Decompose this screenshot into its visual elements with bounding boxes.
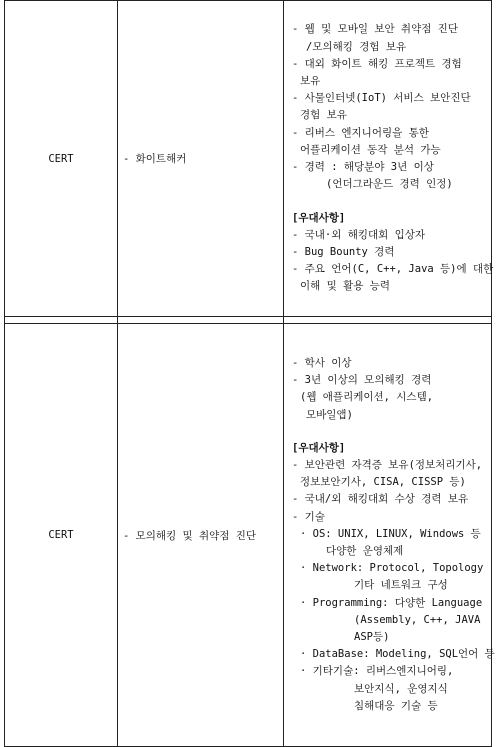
role-text: - 화이트해커 <box>123 153 187 165</box>
req-line: - 경력 : 해당분야 3년 이상 <box>292 161 434 174</box>
pref-line: · Network: Protocol, Topology <box>300 562 484 575</box>
req-line: (웹 애플리케이션, 시스템, <box>300 391 434 404</box>
req-line: - 학사 이상 <box>292 356 352 369</box>
pref-line: - 국내/외 해킹대회 수상 경력 보유 <box>292 493 469 506</box>
req-line: 모바일앱) <box>306 408 353 421</box>
req-line: 경험 보유 <box>300 109 347 122</box>
dept-cell <box>5 1 118 317</box>
pref-line: · Programming: 다양한 Language <box>300 596 483 609</box>
pref-line: - Bug Bounty 경력 <box>292 245 395 258</box>
table-row <box>5 1 492 317</box>
requirements-cell <box>284 324 495 747</box>
pref-line: · DataBase: Modeling, SQL언어 등 <box>300 648 495 661</box>
req-line: /모의해킹 경험 보유 <box>306 40 407 53</box>
pref-line: - 기술 <box>292 510 325 523</box>
pref-line: ASP등) <box>354 631 390 644</box>
req-line: - 웹 및 모바일 보안 취약점 진단 <box>292 23 458 36</box>
dept-text: CERT <box>48 529 74 541</box>
req-line: - 3년 이상의 모의해킹 경력 <box>292 374 432 387</box>
pref-line: (Assembly, C++, JAVA <box>354 613 481 626</box>
req-line: 어플리케이션 동작 분석 가능 <box>300 143 441 156</box>
req-line: (언더그라운드 경력 인정) <box>326 178 453 191</box>
row-gap <box>5 317 492 324</box>
job-table <box>4 0 495 747</box>
pref-line: 다양한 운영체제 <box>326 545 404 557</box>
pref-line: - 주요 언어(C, C++, Java 등)에 대한 <box>292 263 494 276</box>
req-line: - 대외 화이트 해킹 프로젝트 경험 <box>292 57 462 70</box>
pref-line: 침해대응 기술 등 <box>354 699 438 712</box>
requirements-cell <box>284 1 492 317</box>
pref-line: - 보안관련 자격증 보유(정보처리기사, <box>292 458 483 471</box>
preferred-title: [우대사항] <box>292 441 346 454</box>
pref-line: · 기타기술: 리버스엔지니어링, <box>300 665 454 678</box>
pref-line: · OS: UNIX, LINUX, Windows 등 <box>300 527 481 540</box>
pref-line: 이해 및 활용 능력 <box>300 280 390 293</box>
req-line: 보유 <box>300 75 321 88</box>
pref-line: 정보보안기사, CISA, CISSP 등) <box>300 476 466 489</box>
role-cell <box>118 324 284 747</box>
role-cell <box>118 1 284 317</box>
dept-text: CERT <box>48 152 74 165</box>
table-row <box>5 324 492 747</box>
req-line: - 사물인터넷(IoT) 서비스 보안진단 <box>292 92 471 105</box>
role-text: - 모의해킹 및 취약점 진단 <box>123 529 257 542</box>
req-line: - 리버스 엔지니어링을 통한 <box>292 126 429 139</box>
preferred-title: [우대사항] <box>292 211 346 224</box>
pref-line: - 국내·외 해킹대회 입상자 <box>292 228 426 241</box>
dept-cell <box>5 324 118 747</box>
pref-line: 보안지식, 운영지식 <box>354 682 448 695</box>
pref-line: 기타 네트워크 구성 <box>354 579 448 592</box>
